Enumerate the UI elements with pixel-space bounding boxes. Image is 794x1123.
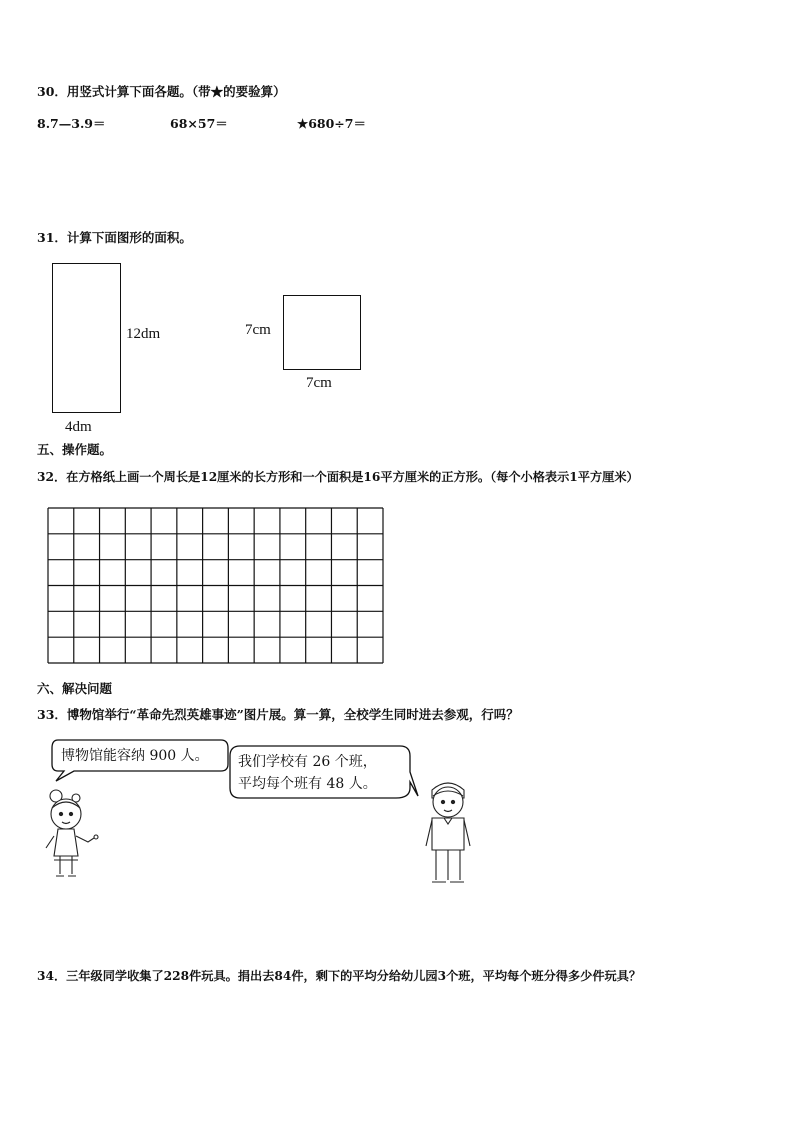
q34-title: 34．三年级同学收集了228件玩具。捐出去84件，剩下的平均分给幼儿园3个班，平均每个班分得多少件玩具？ [37,969,642,983]
girl-bubble-text: 博物馆能容纳 900 人。 [61,748,209,764]
q32-title: 32．在方格纸上画一个周长是12厘米的长方形和一个面积是16平方厘米的正方形。（每个小格表示1平方厘米） [37,470,639,484]
q30-title: 30．用竖式计算下面各题。（带★的要验算） [37,84,286,99]
girl-figure-icon [36,786,106,886]
section-6-title: 六、解决问题 [37,681,113,696]
boy-bubble-line-2: 平均每个班有 48 人。 [238,776,377,792]
q30-expr-1: 8.7—3.9＝ [37,116,106,131]
rect-height-label: 12dm [126,326,161,342]
rectangle-shape [52,263,121,413]
grid-paper [47,507,384,664]
square-shape [283,295,361,370]
square-bottom-label: 7cm [306,375,332,391]
section-5-title: 五、操作题。 [37,442,113,457]
boy-bubble-line-1: 我们学校有 26 个班， [238,754,377,770]
q30-expr-2: 68×57＝ [170,116,228,131]
square-side-label: 7cm [245,322,271,338]
q33-title: 33．博物馆举行“革命先烈英雄事迹”图片展。算一算，全校学生同时进去参观，行吗？ [37,707,519,722]
q31-title: 31．计算下面图形的面积。 [37,230,192,245]
boy-figure-icon [418,778,480,890]
q30-expr-3: ★680÷7＝ [297,116,366,131]
rect-width-label: 4dm [65,419,92,435]
